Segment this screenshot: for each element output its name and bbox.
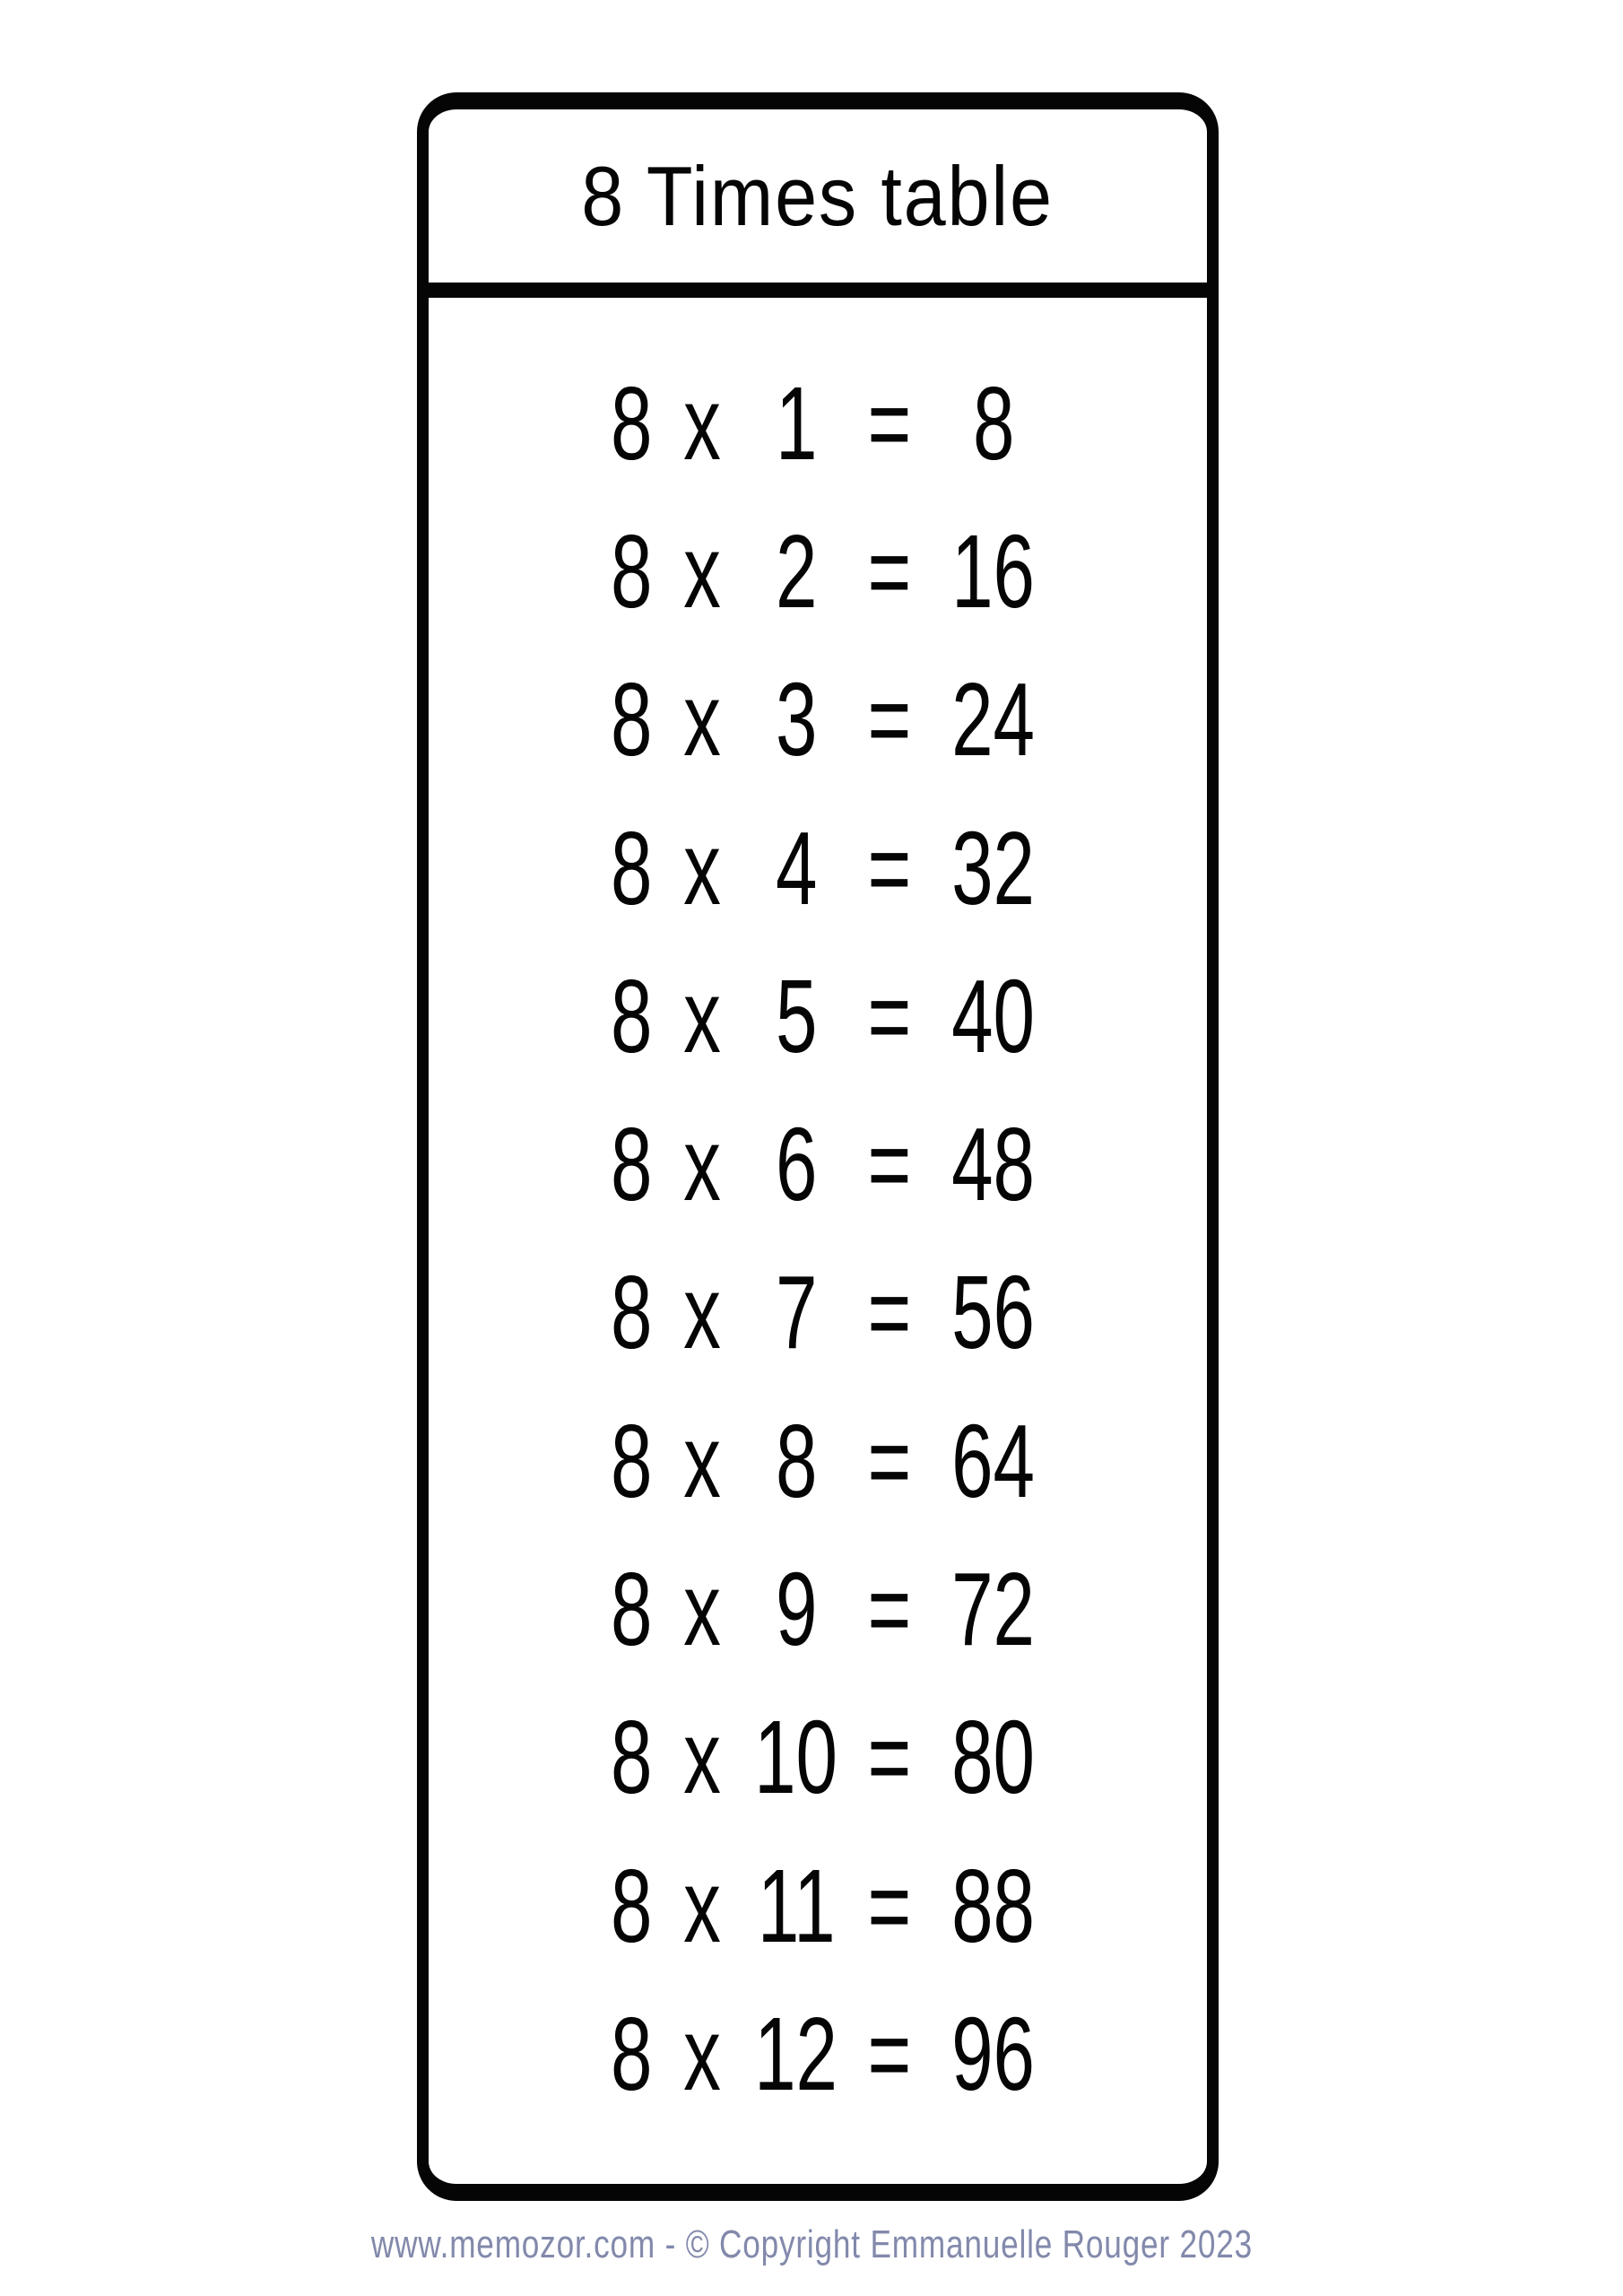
row-operator: x [683, 957, 721, 1074]
equation-row-12 [429, 1979, 1207, 2127]
row-operator: x [683, 1699, 721, 1816]
row-product: 64 [951, 1402, 1036, 1519]
row-operator: x [683, 1402, 721, 1519]
times-table-poster [417, 92, 1219, 2201]
row-equals: = [867, 1254, 912, 1371]
row-product: 80 [951, 1699, 1036, 1816]
poster-title: 8 Times table [581, 148, 1055, 243]
row-product: 32 [951, 809, 1036, 926]
row-multiplier: 9 [775, 1551, 818, 1668]
row-multiplicand: 8 [611, 1402, 653, 1519]
row-equals: = [867, 364, 912, 482]
row-equals: = [867, 1551, 912, 1668]
row-multiplicand: 8 [611, 1254, 653, 1371]
equation-row-1 [429, 349, 1207, 497]
row-product: 56 [951, 1254, 1036, 1371]
row-product: 16 [951, 512, 1036, 630]
equations-list [429, 298, 1207, 2184]
row-multiplier: 5 [775, 957, 818, 1074]
row-equals: = [867, 512, 912, 630]
row-multiplicand: 8 [611, 1995, 653, 2112]
row-operator: x [683, 364, 721, 482]
row-equals: = [867, 809, 912, 926]
row-product: 72 [951, 1551, 1036, 1668]
row-multiplier: 8 [775, 1402, 818, 1519]
poster-title-bar [429, 109, 1207, 283]
row-multiplier: 7 [775, 1254, 818, 1371]
equation-row-2 [429, 497, 1207, 645]
equation-row-5 [429, 942, 1207, 1090]
row-multiplicand: 8 [611, 957, 653, 1074]
row-product: 88 [951, 1847, 1036, 1964]
equation-row-3 [429, 646, 1207, 794]
row-multiplicand: 8 [611, 512, 653, 630]
row-equals: = [867, 1847, 912, 1964]
row-operator: x [683, 1847, 721, 1964]
row-multiplier: 4 [775, 809, 818, 926]
equation-row-11 [429, 1831, 1207, 1979]
title-divider [429, 283, 1207, 298]
row-multiplicand: 8 [611, 364, 653, 482]
row-multiplicand: 8 [611, 661, 653, 778]
equation-row-10 [429, 1683, 1207, 1831]
row-product: 40 [951, 957, 1036, 1074]
equation-row-6 [429, 1090, 1207, 1238]
footer-credit-text: www.memozor.com - © Copyright Emmanuelle Rouger 2023 [370, 2222, 1253, 2266]
row-multiplier: 1 [775, 364, 818, 482]
equation-row-9 [429, 1535, 1207, 1683]
row-multiplicand: 8 [611, 1106, 653, 1223]
row-equals: = [867, 1699, 912, 1816]
row-product: 24 [951, 661, 1036, 778]
equation-row-4 [429, 794, 1207, 942]
row-equals: = [867, 1106, 912, 1223]
row-equals: = [867, 661, 912, 778]
row-operator: x [683, 661, 721, 778]
row-operator: x [683, 512, 721, 630]
row-multiplicand: 8 [611, 1699, 653, 1816]
row-equals: = [867, 1402, 912, 1519]
row-operator: x [683, 1995, 721, 2112]
row-equals: = [867, 957, 912, 1074]
equation-row-8 [429, 1387, 1207, 1535]
row-multiplier: 12 [754, 1995, 838, 2112]
row-multiplier: 11 [757, 1847, 836, 1964]
row-operator: x [683, 1551, 721, 1668]
row-multiplicand: 8 [611, 809, 653, 926]
row-multiplier: 2 [775, 512, 818, 630]
row-equals: = [867, 1995, 912, 2112]
row-product: 48 [951, 1106, 1036, 1223]
row-operator: x [683, 1254, 721, 1371]
row-multiplicand: 8 [611, 1551, 653, 1668]
row-operator: x [683, 809, 721, 926]
row-product: 96 [951, 1995, 1036, 2112]
equation-row-7 [429, 1239, 1207, 1387]
row-operator: x [683, 1106, 721, 1223]
row-multiplier: 6 [775, 1106, 818, 1223]
row-multiplier: 10 [754, 1699, 838, 1816]
row-multiplicand: 8 [611, 1847, 653, 1964]
footer-credit [0, 2213, 1623, 2276]
row-multiplier: 3 [775, 661, 818, 778]
row-product: 8 [972, 364, 1015, 482]
